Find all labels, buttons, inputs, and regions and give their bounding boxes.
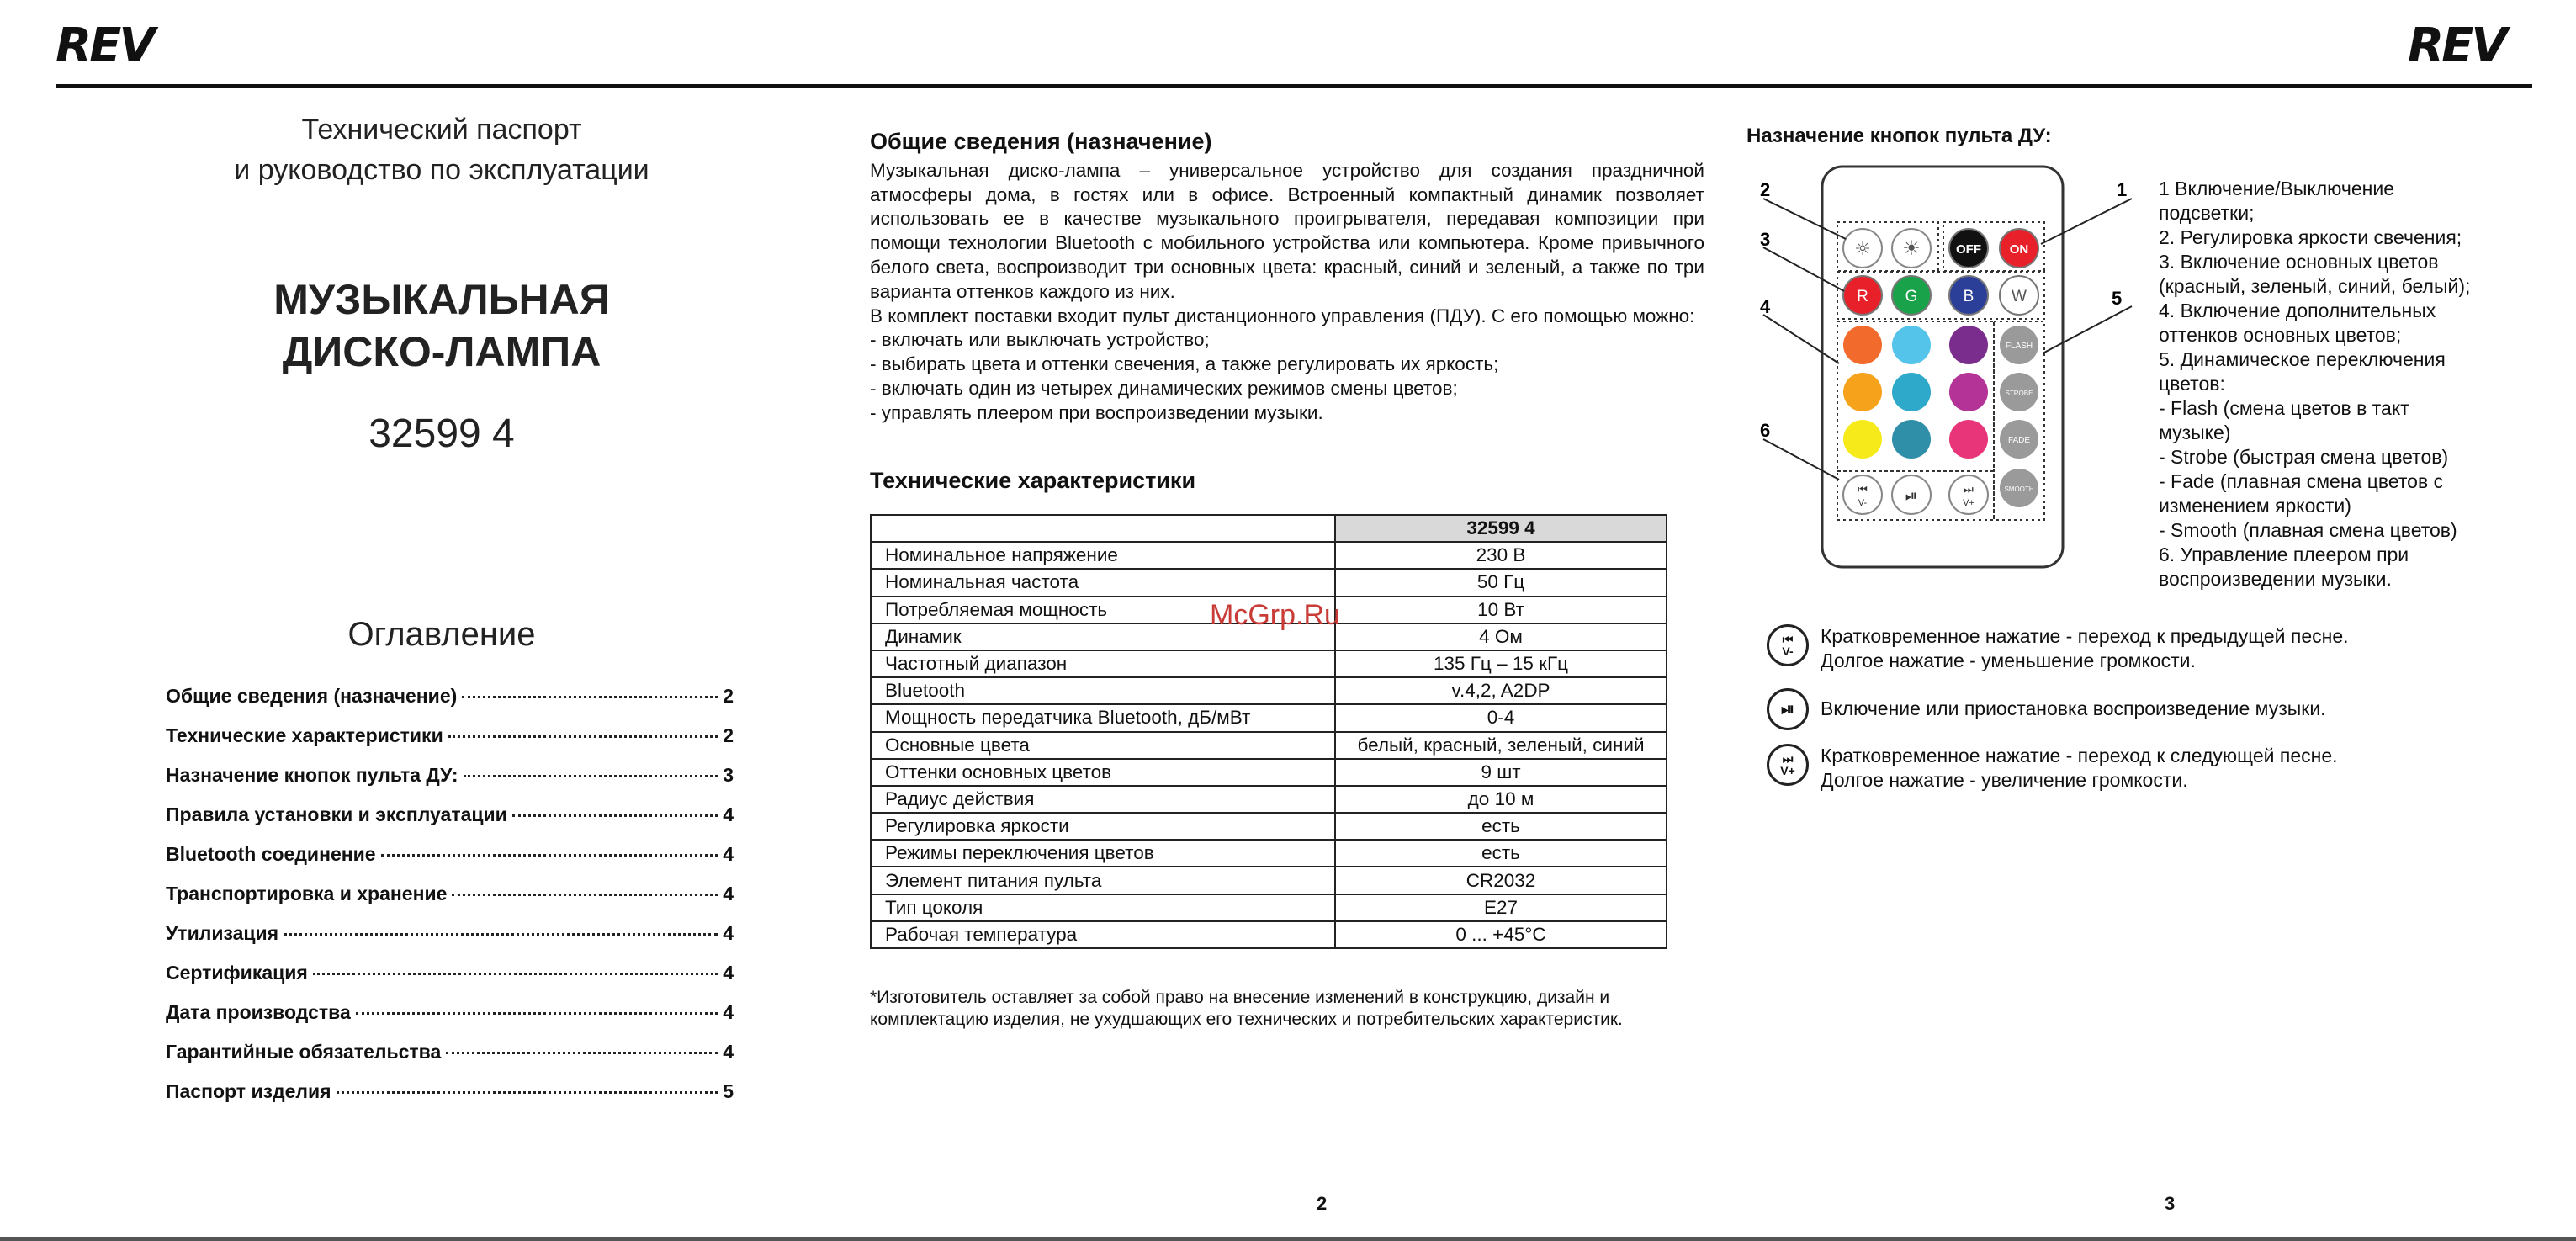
legend-line: 1 Включение/Выключение [2159,178,2394,199]
player-info-prev [1767,624,2557,673]
legend-line: музыке) [2159,422,2231,443]
spec-param: Регулировка яркости [871,813,1335,840]
page-number-left: 2 [1317,1193,1328,1214]
green-button-label: G [1905,288,1918,305]
toc-leader [452,894,718,896]
spec-value: до 10 м [1335,786,1667,813]
spec-value: 50 Гц [1335,569,1667,596]
toc-item-page: 4 [723,962,734,984]
list-item: - включать или выключать устройство; [870,329,1210,351]
vol-up-label: V+ [1963,498,1974,508]
flash-button-label: FLASH [2005,342,2033,351]
player-info-line: Долгое нажатие - увеличение громкости. [1821,769,2188,791]
spec-value: белый, красный, зеленый, синий [1335,732,1667,759]
callout-number: 1 [2117,179,2128,200]
tech-specs-section [870,468,1669,949]
list-item: - включать один из четырех динамических режимов смены цветов; [870,377,1458,399]
spec-value: 4 Ом [1335,623,1667,650]
spec-param: Потребляемая мощность [871,597,1335,623]
toc-leader [462,696,718,698]
toc-leader [448,735,718,738]
sun-dim-icon: ☼ [1854,239,1871,260]
table-row [871,732,1667,759]
list-item: - выбирать цвета и оттенки свечения, а также регулировать их яркость; [870,353,1499,375]
shade-button[interactable] [1949,420,1988,459]
toc-item-page: 4 [723,1041,734,1063]
spec-param: Рабочая температура [871,921,1335,948]
spec-param: Мощность передатчика Bluetooth, дБ/мВт [871,704,1335,731]
vol-down-label: V- [1858,498,1868,508]
product-model: 32599 4 [368,411,515,456]
callout-number: 6 [1760,420,1771,441]
toc-leader [284,933,718,936]
toc-item[interactable] [166,843,734,883]
legend-line: подсветки; [2159,202,2255,224]
general-info-section [870,130,1704,426]
play-pause-icon: ⏯ [1905,487,1918,505]
blue-button-label: B [1963,288,1974,305]
toc-item-page: 4 [723,922,734,944]
vol-down-text: V- [1782,644,1794,658]
toc-item-page: 4 [723,1001,734,1023]
toc-leader [446,1052,718,1054]
spec-value: 0 ... +45°С [1335,921,1667,948]
toc-item-title: Bluetooth соединение [166,843,376,865]
footer-rule [0,1237,2576,1241]
toc-item-title: Правила установки и эксплуатации [166,803,507,825]
spec-param: Bluetooth [871,677,1335,704]
product-name-line-1: МУЗЫКАЛЬНАЯ [273,276,610,323]
tech-specs-table [870,514,1667,949]
toc-item[interactable] [166,685,734,724]
previous-icon: ⏮ [1782,633,1794,646]
table-row [871,840,1667,867]
legend-line: - Strobe (быстрая смена цветов) [2159,446,2449,468]
spec-param: Режимы переключения цветов [871,840,1335,867]
toc-item[interactable] [166,764,734,803]
previous-icon: ⏮ [1858,484,1868,496]
strobe-button-label: STROBE [2005,390,2033,397]
toc-item[interactable] [166,724,734,764]
toc-item-title: Дата производства [166,1001,351,1023]
prev-vol-down-icon [1767,624,1809,666]
legend-line: оттенков основных цветов; [2159,324,2402,346]
toc-item-title: Утилизация [166,922,279,944]
toc-leader [464,775,718,777]
table-row [871,921,1667,948]
shade-button[interactable] [1892,373,1931,411]
spec-value: E27 [1335,894,1667,921]
white-button-label: W [2012,288,2027,305]
legend-line: - Smooth (плавная смена цветов) [2159,519,2457,541]
player-info-line: Кратковременное нажатие - переход к следующей песне. [1821,745,2338,766]
spec-value: 135 Гц – 15 кГц [1335,650,1667,677]
product-name [135,273,749,378]
legend-line: 5. Динамическое переключения [2159,348,2446,370]
table-row [871,786,1667,813]
toc-item-title: Технические характеристики [166,724,443,746]
tech-specs-heading: Технические характеристики [870,468,1196,493]
vol-up-text: V+ [1780,764,1795,777]
page-number-right: 3 [2165,1193,2176,1214]
subtitle-line-2: и руководство по эксплуатации [234,154,649,186]
table-row [871,704,1667,731]
legend-line: - Flash (смена цветов в такт [2159,397,2409,419]
spec-param: Оттенки основных цветов [871,759,1335,786]
remote-legend [2159,177,2554,591]
toc-item-page: 4 [723,843,734,865]
toc-item[interactable] [166,803,734,843]
player-info-line: Кратковременное нажатие - переход к предыдущей песне. [1821,625,2349,647]
red-button-label: R [1857,288,1868,305]
play-pause-glyph: ⏯ [1781,700,1794,719]
off-button-label: OFF [1956,242,1981,257]
fade-button-label: FADE [2007,436,2031,445]
brand-logo-right: REV [2408,19,2505,73]
toc-item[interactable] [166,922,734,962]
toc-leader [356,1012,718,1015]
toc-leader [313,973,718,975]
shade-button[interactable] [1843,373,1882,411]
spec-value: есть [1335,813,1667,840]
toc-item-page: 2 [723,724,734,746]
callout-number: 5 [2112,288,2123,309]
table-row [871,894,1667,921]
sun-bright-icon: ☀ [1902,236,1921,260]
toc-item-page: 4 [723,883,734,904]
toc-item-page: 5 [723,1080,734,1102]
list-item: - управлять плеером при воспроизведении музыки. [870,401,1323,423]
spec-value: 10 Вт [1335,597,1667,623]
remote-heading: Назначение кнопок пульта ДУ: [1746,125,2052,147]
table-header-model: 32599 4 [1335,515,1667,542]
spec-param: Динамик [871,623,1335,650]
toc-leader [381,854,718,857]
shade-button[interactable] [1892,326,1931,364]
toc-item[interactable] [166,962,734,1001]
table-row [871,569,1667,596]
table-cell [871,515,1335,542]
subtitle-line-1: Технический паспорт [301,114,582,146]
spec-value: v.4,2, A2DP [1335,677,1667,704]
spec-param: Номинальное напряжение [871,542,1335,569]
table-row [871,759,1667,786]
remote-diagram [1746,158,2150,579]
legend-line: 3. Включение основных цветов [2159,251,2439,273]
toc-item-title: Транспортировка и хранение [166,883,448,904]
toc-item-page: 3 [723,764,734,786]
player-info-line: Долгое нажатие - уменьшение громкости. [1821,650,2196,671]
toc-item[interactable] [166,1080,734,1120]
brand-logo-left: REV [56,19,153,73]
toc-item-title: Паспорт изделия [166,1080,331,1102]
legend-line: воспроизведении музыки. [2159,568,2392,590]
toc-item-page: 2 [723,685,734,707]
toc-item[interactable] [166,1041,734,1080]
watermark-text: McGrp.Ru [1210,599,1340,631]
toc-item-title: Сертификация [166,962,308,984]
player-info-play [1767,688,2557,730]
shade-button[interactable] [1843,420,1882,459]
legend-line: цветов: [2159,373,2225,395]
spec-param: Радиус действия [871,786,1335,813]
toc-item-title: Общие сведения (назначение) [166,685,458,707]
play-pause-icon [1767,688,1809,730]
legend-line: 2. Регулировка яркости свечения; [2159,226,2462,248]
next-vol-up-icon [1767,744,1809,786]
spec-value: CR2032 [1335,867,1667,894]
callout-number: 3 [1760,229,1771,250]
spec-param: Элемент питания пульта [871,867,1335,894]
on-button-label: ON [2009,242,2029,257]
legend-line: (красный, зеленый, синий, белый); [2159,275,2471,297]
callout-number: 4 [1760,296,1771,317]
legend-line: - Fade (плавная смена цветов с [2159,470,2444,492]
table-row [871,867,1667,894]
table-row [871,813,1667,840]
spec-param: Частотный диапазон [871,650,1335,677]
callout-number: 2 [1760,179,1771,200]
spec-param: Тип цоколя [871,894,1335,921]
toc-item-title: Назначение кнопок пульта ДУ: [166,764,458,786]
spec-value: есть [1335,840,1667,867]
legend-line: 4. Включение дополнительных [2159,300,2436,321]
spec-value: 9 шт [1335,759,1667,786]
shade-button[interactable] [1843,326,1882,364]
toc-item-page: 4 [723,803,734,825]
product-name-line-2: ДИСКО-ЛАМПА [282,328,602,375]
general-info-paragraph: Музыкальная диско-лампа – универсальное устройство для создания праздничной атмосферы дома, в гостях или в офисе. Встроенный компактный динамик позволяет использовать ее в качестве музыкального проигрывателя, передавая композиции при помощи технологии Bluetooth с мобильного устройства или компьютера. Кроме привычного белого света, воспроизводит три основных цвета: красный, синий и зеленый, а также по три варианта оттенков каждого из них. [870,159,1704,302]
table-row [871,677,1667,704]
general-info-heading: Общие сведения (назначение) [870,129,1212,154]
spec-value: 0-4 [1335,704,1667,731]
shade-button[interactable] [1949,326,1988,364]
table-row [871,542,1667,569]
table-header-row [871,515,1667,542]
toc-item[interactable] [166,883,734,922]
toc-leader [512,814,718,817]
table-row [871,650,1667,677]
general-info-paragraph: В комплект поставки входит пульт дистанционного управления (ПДУ). С его помощью можно: [870,305,1695,326]
general-info-list [870,328,1704,425]
next-icon: ⏭ [1964,484,1974,496]
shade-button[interactable] [1949,373,1988,411]
spec-param: Основные цвета [871,732,1335,759]
smooth-button-label: SMOOTH [2004,485,2034,493]
toc-item-title: Гарантийные обязательства [166,1041,442,1063]
header-rule [56,84,2532,88]
toc-heading: Оглавление [347,616,536,653]
legend-line: 6. Управление плеером при [2159,544,2409,565]
next-icon: ⏭ [1782,752,1794,766]
table-of-contents [166,685,734,1120]
player-info-next [1767,744,2557,793]
shade-button[interactable] [1892,420,1931,459]
spec-param: Номинальная частота [871,569,1335,596]
player-info-line: Включение или приостановка воспроизведение музыки. [1821,697,2326,719]
spec-value: 230 В [1335,542,1667,569]
document-subtitle [135,109,749,190]
legend-line: изменением яркости) [2159,495,2351,517]
toc-leader [337,1091,718,1094]
manufacturer-note: *Изготовитель оставляет за собой право на внесение изменений в конструкцию, дизайн и комплектацию изделия, не ухудшающих его технических и потребительских характеристик. [870,988,1623,1029]
toc-item[interactable] [166,1001,734,1041]
